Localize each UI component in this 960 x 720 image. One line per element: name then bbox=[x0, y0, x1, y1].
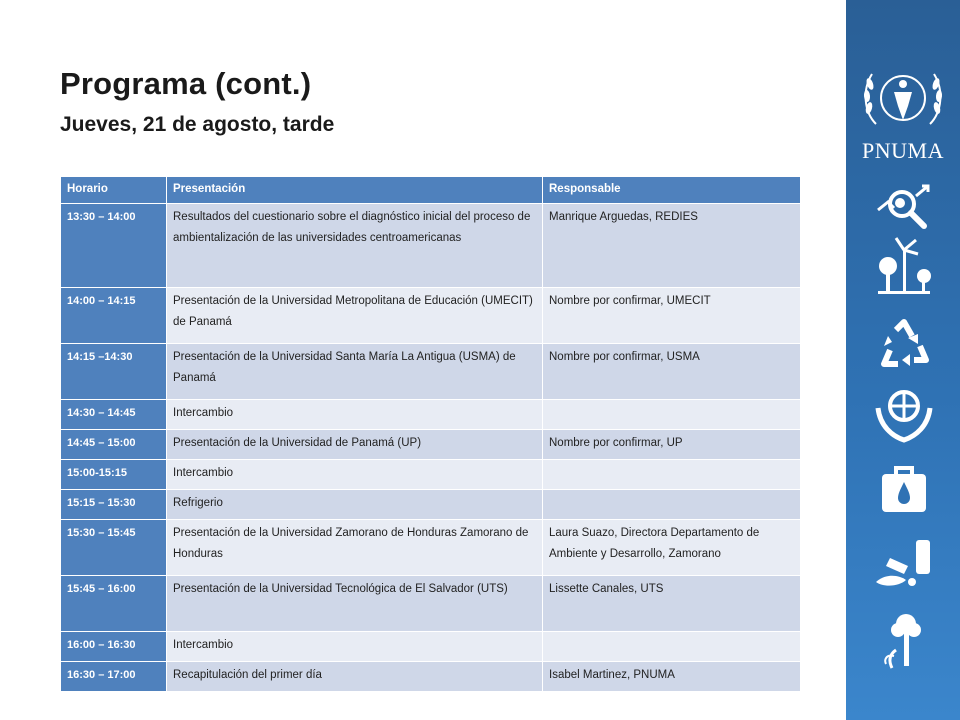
table-row bbox=[61, 344, 801, 400]
row-responsible bbox=[543, 400, 801, 430]
brand-sidebar bbox=[846, 0, 960, 720]
table-row bbox=[61, 460, 801, 490]
row-responsible bbox=[543, 460, 801, 490]
row-presentation: Intercambio bbox=[167, 632, 543, 662]
row-responsible bbox=[543, 632, 801, 662]
row-responsible: Nombre por confirmar, UMECIT bbox=[543, 288, 801, 344]
table-row bbox=[61, 520, 801, 576]
row-time: 15:30 – 15:45 bbox=[61, 520, 167, 576]
header-horario: Horario bbox=[61, 177, 167, 204]
recycle-icon bbox=[874, 316, 934, 376]
table-row bbox=[61, 490, 801, 520]
row-time: 14:15 –14:30 bbox=[61, 344, 167, 400]
row-responsible: Isabel Martinez, PNUMA bbox=[543, 662, 801, 692]
header-responsable: Responsable bbox=[543, 177, 801, 204]
row-responsible: Laura Suazo, Directora Departamento de Ambiente y Desarrollo, Zamorano bbox=[543, 520, 801, 576]
tree-plant-icon bbox=[874, 610, 934, 670]
row-time: 15:45 – 16:00 bbox=[61, 576, 167, 632]
row-time: 14:45 – 15:00 bbox=[61, 430, 167, 460]
globe-magnifier-icon bbox=[874, 176, 934, 236]
table-row bbox=[61, 400, 801, 430]
row-time: 15:15 – 15:30 bbox=[61, 490, 167, 520]
schedule-table bbox=[60, 176, 801, 692]
brand-name: PNUMA bbox=[862, 138, 944, 163]
table-row bbox=[61, 430, 801, 460]
row-presentation: Resultados del cuestionario sobre el diagnóstico inicial del proceso de ambientalización de las universidades centroamericanas bbox=[167, 204, 543, 288]
slide-subtitle: Jueves, 21 de agosto, tarde bbox=[60, 113, 335, 136]
row-presentation: Intercambio bbox=[167, 400, 543, 430]
row-responsible: Manrique Arguedas, REDIES bbox=[543, 204, 801, 288]
table-row bbox=[61, 662, 801, 692]
row-time: 14:00 – 14:15 bbox=[61, 288, 167, 344]
table-row bbox=[61, 288, 801, 344]
row-responsible: Nombre por confirmar, UP bbox=[543, 430, 801, 460]
hands-globe-icon bbox=[874, 384, 934, 444]
header-presentacion: Presentación bbox=[167, 177, 543, 204]
row-presentation: Presentación de la Universidad de Panamá (UP) bbox=[167, 430, 543, 460]
row-presentation: Refrigerio bbox=[167, 490, 543, 520]
table-header-row bbox=[61, 177, 801, 204]
row-presentation: Presentación de la Universidad Tecnológica de El Salvador (UTS) bbox=[167, 576, 543, 632]
table-row bbox=[61, 576, 801, 632]
wind-turbine-tree-icon bbox=[874, 236, 934, 296]
spill-barrel-icon bbox=[874, 534, 934, 594]
row-presentation: Presentación de la Universidad Zamorano de Honduras Zamorano de Honduras bbox=[167, 520, 543, 576]
table-row bbox=[61, 204, 801, 288]
table-row bbox=[61, 632, 801, 662]
row-responsible bbox=[543, 490, 801, 520]
slide-title: Programa (cont.) bbox=[60, 66, 312, 101]
row-presentation: Recapitulación del primer día bbox=[167, 662, 543, 692]
row-time: 14:30 – 14:45 bbox=[61, 400, 167, 430]
row-responsible: Lissette Canales, UTS bbox=[543, 576, 801, 632]
row-responsible: Nombre por confirmar, USMA bbox=[543, 344, 801, 400]
row-time: 13:30 – 14:00 bbox=[61, 204, 167, 288]
row-time: 15:00-15:15 bbox=[61, 460, 167, 490]
row-time: 16:00 – 16:30 bbox=[61, 632, 167, 662]
row-presentation: Presentación de la Universidad Metropolitana de Educación (UMECIT) de Panamá bbox=[167, 288, 543, 344]
briefcase-drop-icon bbox=[874, 460, 934, 520]
row-time: 16:30 – 17:00 bbox=[61, 662, 167, 692]
row-presentation: Presentación de la Universidad Santa María La Antigua (USMA) de Panamá bbox=[167, 344, 543, 400]
row-presentation: Intercambio bbox=[167, 460, 543, 490]
